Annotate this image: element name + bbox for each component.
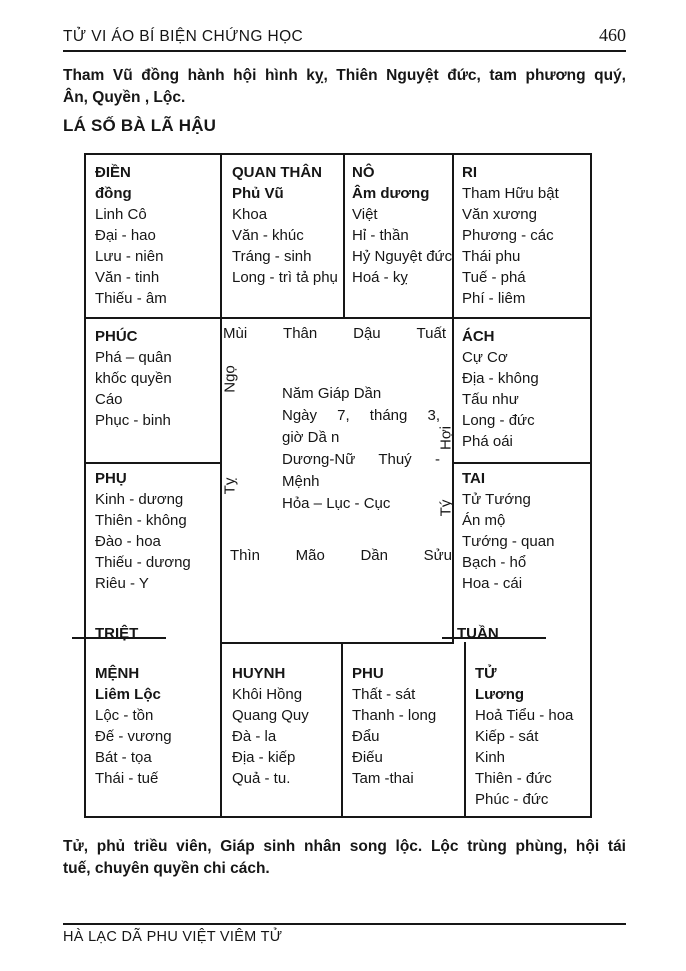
star-line: Phương - các [462,227,554,244]
branch-suu: Sửu [423,547,452,564]
star-line: Án mộ [462,512,506,529]
star-line: Cự Cơ [462,349,508,366]
running-title: TỬ VI ÁO BÍ BIỆN CHỨNG HỌC [63,28,304,45]
grid-line-huynh-phu [341,642,343,816]
header-rule [63,50,626,52]
star-line: Linh Cô [95,206,147,223]
closing-paragraph [63,836,626,880]
natal-info-line: Hỏa – Lục - Cục [282,495,391,512]
star-line: Riêu - Y [95,575,149,592]
star-line: Thái phu [462,248,521,265]
star-line: Đẩu [352,728,380,745]
palace-no [352,162,453,288]
palace-subtitle: đồng [95,185,132,202]
branch-dau: Dậu [353,325,381,342]
star-line: Địa - không [462,370,539,387]
star-line: Tam -thai [352,770,414,787]
palace-title: MỆNH [95,665,140,682]
branch-row-bottom [230,547,452,564]
branch-dan: Dần [360,547,388,564]
star-line: Thiên - đức [475,770,552,787]
star-line: Địa - kiếp [232,749,296,766]
star-line: Hỷ Nguyệt đức [352,248,453,265]
grid-line-phuc-phu [86,462,220,464]
star-line: Việt [352,206,378,223]
grid-line-ach-tai [452,462,590,464]
star-line: Đà - la [232,728,277,745]
star-line: Bạch - hổ [462,554,527,571]
palace-dien [95,162,217,309]
star-line: Tướng - quan [462,533,555,550]
palace-tu [475,663,587,810]
branch-row-top [223,325,446,342]
palace-phuc [95,326,217,431]
footer-signature: HÀ LẠC DÃ PHU VIỆT VIÊM TỬ [63,929,283,945]
branch-mui: Mùi [223,325,248,342]
star-line: Thiếu - âm [95,290,167,307]
star-line: Hoa - cái [462,575,523,592]
star-line: Cáo [95,391,123,408]
natal-info-line: Mệnh [282,473,320,490]
branch-ti: Tỵ [221,477,239,495]
star-line: Quả - tu. [232,770,291,787]
grid-line-quan-no [343,155,345,317]
paragraph-line: Tham Vũ đồng hành hội hình kỵ, Thiên Nguyệt đức, tam phương quý, [63,67,626,84]
star-line: Khoa [232,206,268,223]
palace-menh [95,663,217,789]
grid-line-center-bottom [220,642,454,644]
star-line: Quang Quy [232,707,309,724]
palace-title: ĐIỀN [95,164,131,181]
star-line: Hoả Tiểu - hoa [475,707,574,724]
branch-mao: Mão [295,547,325,564]
palace-subtitle: Lương [475,686,525,703]
star-line: Tráng - sinh [232,248,312,265]
palace-title: TỬ [475,665,497,682]
star-line: Kinh - dương [95,491,184,508]
grid-line-tu-left [464,642,466,816]
tuan-marker: TUẦN [457,625,499,642]
palace-title: TAI [462,470,486,487]
star-line: Long - đức [462,412,535,429]
star-line: Kiếp - sát [475,728,539,745]
footer-rule [63,923,626,925]
star-line: Hỉ - thần [352,227,409,244]
palace-phu-the [352,663,452,789]
star-line: Hoá - kỵ [352,269,408,286]
star-line: Tấu như [462,391,519,408]
star-line: Lộc - tồn [95,707,154,724]
star-line: Phục - binh [95,412,171,429]
branch-tuat: Tuất [416,325,446,342]
branch-thin: Thìn [230,547,261,564]
palace-title: PHỤ [95,470,127,487]
natal-info-line: giờ Dầ n [282,429,340,446]
star-line: Đại - hao [95,227,156,244]
star-line: Tham Hữu bật [462,185,559,202]
natal-info-line: Ngày 7, tháng 3, [282,407,440,424]
star-line: Bát - tọa [95,749,152,766]
palace-title: PHU [352,665,384,682]
star-line: Phúc - đức [475,791,549,808]
palace-ri [462,162,586,309]
palace-title: RI [462,164,477,181]
branch-ngo: Ngọ [221,365,239,393]
star-line: Khôi Hồng [232,686,303,703]
palace-title: HUYNH [232,665,286,682]
palace-ach [462,326,586,452]
palace-title: ÁCH [462,328,495,345]
palace-title: PHÚC [95,328,138,345]
natal-info-line: Dương-Nữ Thuý - [282,451,440,468]
star-line: Phá – quân [95,349,172,366]
chart-heading: LÁ SỐ BÀ LÃ HẬU [63,116,217,135]
branch-than: Thân [283,325,318,342]
natal-info-line: Năm Giáp Dần [282,385,382,402]
star-line: Tử Tướng [462,491,531,508]
palace-quan-than [232,162,340,288]
page-number: 460 [599,25,626,45]
palace-tai [462,468,586,594]
star-line: Thiên - không [95,512,187,529]
star-line: Văn - khúc [232,227,304,244]
star-line: Lưu - niên [95,248,164,265]
star-line: Đế - vương [95,728,172,745]
paragraph-line: Tử, phủ triều viên, Giáp sinh nhân song lộc. Lộc trùng phùng, hội tái [63,838,626,855]
intro-paragraph [63,65,626,109]
palace-phu-mau [95,468,217,594]
star-line: Văn xương [462,206,537,223]
palace-huynh [232,663,340,789]
palace-subtitle: Liêm Lộc [95,686,161,703]
star-line: khốc quyền [95,370,172,387]
branch-ty: Tý [437,499,455,517]
palace-title: NÔ [352,164,375,181]
palace-title: QUAN THÂN [232,164,322,181]
triet-marker: TRIỆT [95,625,139,642]
grid-line-center-right [452,155,454,642]
page-header [63,25,626,46]
star-line: Thất - sát [352,686,416,703]
star-line: Thanh - long [352,707,437,724]
palace-subtitle: Âm dương [352,185,430,202]
star-line: Thái - tuế [95,770,159,787]
star-line: Long - trì tả phụ [232,269,338,286]
palace-subtitle: Phủ Vũ [232,185,284,202]
natal-info [282,383,440,515]
center-palace [220,319,455,642]
paragraph-line: Ân, Quyền , Lộc. [63,89,186,106]
branch-hoi: Hợi [437,425,455,451]
star-line: Phí - liêm [462,290,526,307]
star-line: Văn - tinh [95,269,160,286]
star-line: Phá oái [462,433,513,450]
star-line: Kinh [475,749,506,766]
star-line: Điếu [352,749,383,766]
star-line: Đào - hoa [95,533,161,550]
star-line: Thiếu - dương [95,554,191,571]
star-line: Tuế - phá [462,269,526,286]
tu-vi-chart [84,153,592,818]
paragraph-line: tuế, chuyên quyền chi cách. [63,860,270,877]
